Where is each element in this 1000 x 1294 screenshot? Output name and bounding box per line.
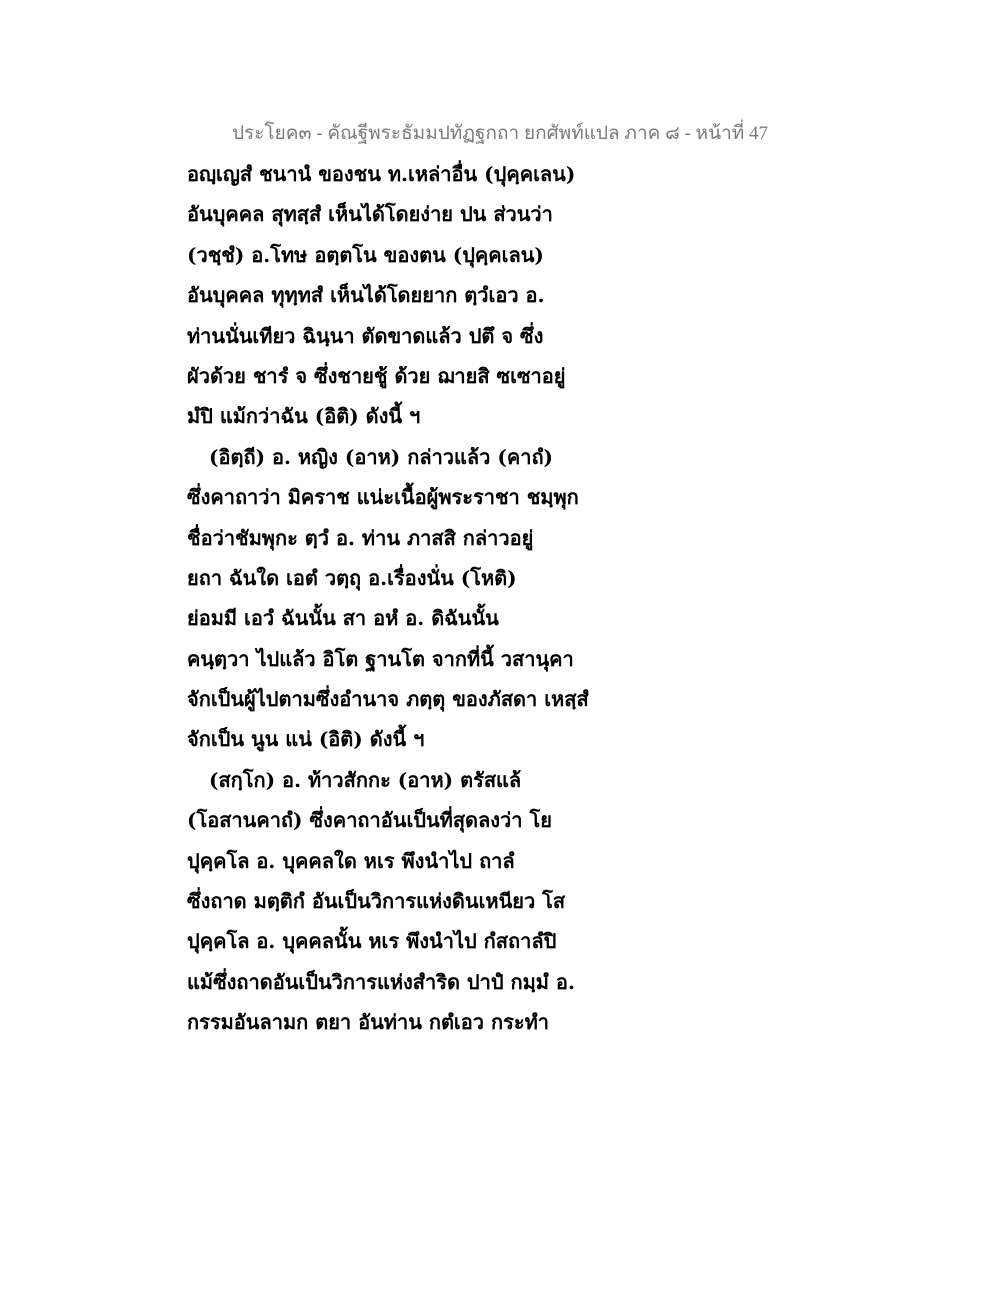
text-line: ซึ่งถาด มตฺติกํ อันเป็นวิการแห่งดินเหนียว โส	[187, 889, 566, 914]
text-line: จักเป็น นูน แน่ (อิติ) ดังนี้ ฯ	[187, 727, 425, 752]
text-line-paragraph-start: (อิตฺถี) อ. หญิง (อาห) กล่าวแล้ว (คาถํ)	[209, 444, 554, 469]
text-line: คนฺตฺวา ไปแล้ว อิโต ฐานโต จากที่นี้ วสานุคา	[187, 646, 574, 671]
text-line: ปุคฺคโล อ. บุคคลใด หเร พึงนำไป ถาลํ	[187, 848, 515, 873]
text-line: มํปิ แม้กว่าฉัน (อิติ) ดังนี้ ฯ	[187, 404, 421, 429]
text-line: ซึ่งคาถาว่า มิคราช แน่ะเนื้อผู้พระราชา ชมฺพุก	[187, 485, 579, 510]
text-line: อันบุคคล ทุทฺทสํ เห็นได้โดยยาก ตฺวํเอว อ.	[187, 283, 545, 308]
text-line-paragraph-start: (สกฺโก) อ. ท้าวสักกะ (อาห) ตรัสแล้	[209, 767, 522, 792]
text-line: แม้ซึ่งถาดอันเป็นวิการแห่งสำริด ปาปํ กมฺมํ อ.	[187, 969, 575, 994]
text-line: ท่านนั่นเทียว ฉินฺนา ตัดขาดแล้ว ปตึ จ ซึ่ง	[187, 323, 544, 348]
text-line: จักเป็นผู้ไปตามซึ่งอำนาจ ภตฺตุ ของภัสดา เหสฺสํ	[187, 687, 589, 712]
text-line: ปุคฺคโล อ. บุคคลนั้น หเร พึงนำไป กํสถาลํปิ	[187, 929, 557, 954]
text-line: ย่อมมี เอวํ ฉันนั้น สา อหํ อ. ดิฉันนั้น	[187, 606, 499, 631]
text-line: (โอสานคาถํ) ซึ่งคาถาอันเป็นที่สุดลงว่า โย	[187, 808, 552, 833]
page-header: ประโยค๓ - คัณฐีพระธัมมปทัฏฐกถา ยกศัพท์แปล ภาค ๘ - หน้าที่ 47	[231, 123, 769, 144]
text-line: อันบุคคล สุทสฺสํ เห็นได้โดยง่าย ปน ส่วนว่า	[187, 202, 553, 227]
body-text	[187, 154, 607, 1043]
text-line: อญฺเญสํ ชนานํ ของชน ท.เหล่าอื่น (ปุคฺคเลน)	[187, 162, 576, 186]
text-line: ผัวด้วย ชารํ จ ซึ่งชายชู้ ด้วย ฌายสิ ซเซาอยู่	[187, 363, 566, 388]
text-line: ยถา ฉันใด เอตํ วตฺถุ อ.เรื่องนั่น (โหติ)	[187, 565, 517, 590]
text-line: (วชฺชํ) อ.โทษ อตฺตโน ของตน (ปุคฺคเลน)	[187, 242, 544, 267]
text-line: กรรมอันลามก ตยา อันท่าน กตํเอว กระทำ	[187, 1010, 549, 1035]
text-line: ชื่อว่าชัมพุกะ ตฺวํ อ. ท่าน ภาสสิ กล่าวอยู่	[187, 525, 534, 550]
